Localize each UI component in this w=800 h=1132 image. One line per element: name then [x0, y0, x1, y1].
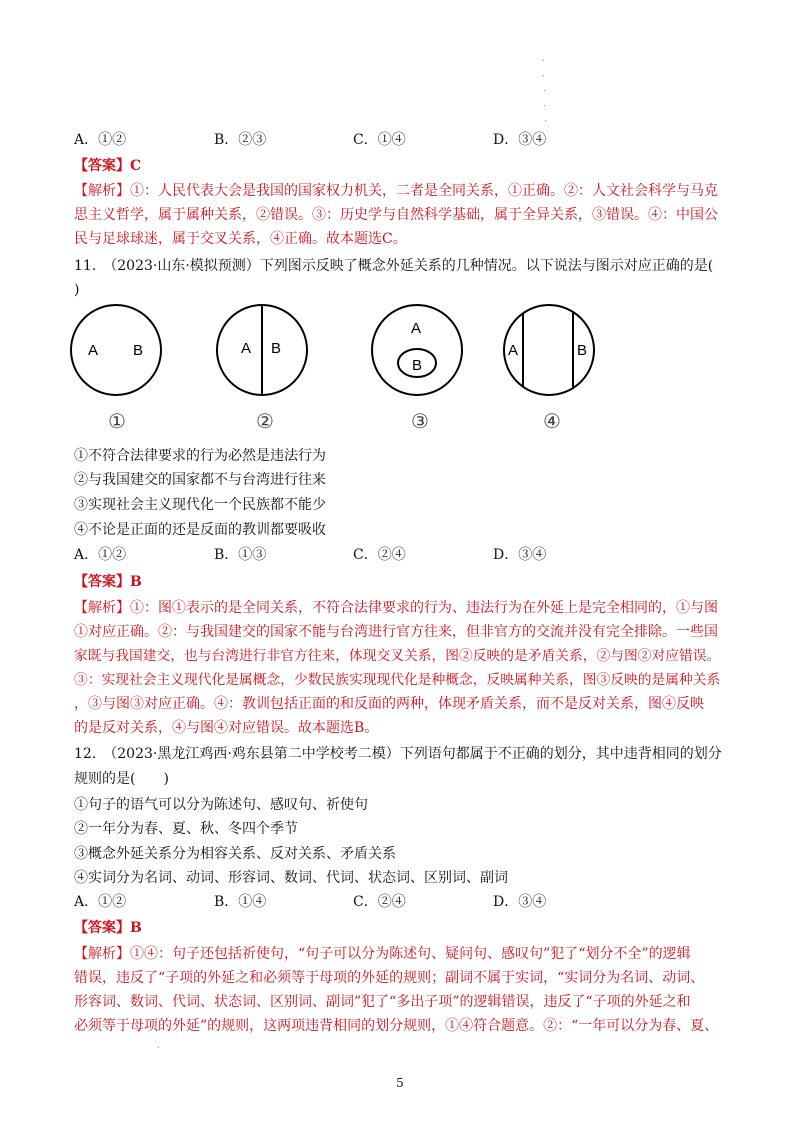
option-b: B．①④	[214, 894, 267, 910]
q11-analysis-line: 家既与我国建交，也与台湾进行非官方往来，体现交叉关系，图②反映的是矛盾关系，②与图②对应错误。	[74, 648, 721, 664]
q11-item: ①不符合法律要求的行为必然是违法行为	[74, 448, 326, 464]
q12-item: ②一年分为春、夏、秋、冬四个季节	[74, 821, 298, 837]
q12-analysis-line: 错误，违反了“子项的外延之和必须等于母项的外延的规则；副词不属于实词，“实词分为名词、动词、	[74, 970, 705, 986]
diagram3-label-b: B	[412, 357, 423, 374]
diagram1-caption: ①	[108, 411, 126, 433]
diagram2-label-a: A	[241, 340, 252, 357]
diagram2-caption: ②	[256, 411, 274, 433]
q12-stem-cont: 规则的是( )	[74, 771, 169, 787]
q10-answer: 【答案】C	[74, 158, 142, 174]
q11-item: ③实现社会主义现代化一个民族都不能少	[74, 497, 326, 513]
diagram4-caption: ④	[543, 411, 561, 433]
q12-analysis-line: 【解析】①④：句子还包括祈使句，“句子可以分为陈述句、疑问句、感叹句”犯了“划分不全”的逻辑	[74, 946, 691, 962]
diagram4-label-a: A	[508, 342, 519, 359]
scan-dot	[543, 75, 544, 76]
q11-analysis-line: 【解析】①：图①表示的是全同关系，不符合法律要求的行为、违法行为在外延上是完全相同的，①与图	[74, 600, 718, 616]
page-number: 5	[396, 1076, 404, 1090]
option-c: C．①④	[353, 132, 406, 148]
q11-diagrams	[60, 300, 620, 435]
option-c: C．②④	[353, 547, 406, 563]
q11-answer: 【答案】B	[74, 574, 142, 590]
q10-analysis-line: 民与足球球迷，属于交叉关系，④正确。故本题选C。	[74, 231, 407, 247]
diagram4-label-b: B	[577, 342, 588, 359]
q11-analysis-line: ①对应正确。②：与我国建交的国家不能与台湾进行官方往来，但非官方的交流并没有完全排除。一些国	[74, 624, 718, 640]
scan-dot	[545, 120, 546, 121]
scan-dot	[543, 60, 544, 61]
diagram1-circle	[71, 305, 161, 395]
option-b: B．②③	[214, 132, 267, 148]
q12-answer: 【答案】B	[74, 920, 142, 936]
option-d: D．③④	[493, 894, 547, 910]
q11-stem: 11. （2023·山东·模拟预测）下列图示反映了概念外延关系的几种情况。以下说法与图示对应正确的是(	[74, 258, 714, 274]
option-c: C．②④	[353, 894, 406, 910]
q11-analysis-line: 的是反对关系，④与图④对应错误。故本题选B。	[74, 720, 379, 736]
scan-dot	[544, 90, 545, 91]
q12-analysis-line: 必须等于母项的外延”的规则，这两项违背相同的划分规则，①④符合题意。②：“一年可以分为春、夏、	[74, 1018, 719, 1034]
option-d: D．③④	[493, 132, 547, 148]
option-a: A．①②	[74, 894, 127, 910]
q11-item: ④不论是正面的还是反面的教训都要吸收	[74, 522, 326, 538]
q12-item: ①句子的语气可以分为陈述句、感叹句、祈使句	[74, 797, 368, 813]
option-a: A．①②	[74, 547, 127, 563]
q11-analysis-line: ，③与图③对应正确。④：教训包括正面的和反面的两种，体现矛盾关系，而不是反对关系，图④反映	[74, 696, 704, 712]
diagram3-caption: ③	[411, 411, 429, 433]
q12-analysis-line: 形容词、数词、代词、状态词、区别词、副词”犯了“多出子项”的逻辑错误，违反了“子项的外延之和	[74, 994, 691, 1010]
scan-dot	[158, 1047, 159, 1048]
diagram2-label-b: B	[271, 340, 282, 357]
q10-options	[74, 131, 634, 149]
scan-dot	[544, 105, 545, 106]
q10-analysis-line: 思主义哲学，属于属种关系，②错误。③：历史学与自然科学基础，属于全异关系，③错误。④：中国公	[74, 207, 718, 223]
q11-analysis-line: ③：实现社会主义现代化是属概念，少数民族实现现代化是种概念，反映属种关系，图③反映的是属种关系	[74, 672, 721, 688]
q12-options	[74, 893, 634, 911]
q12-item: ③概念外延关系分为相容关系、反对关系、矛盾关系	[74, 846, 396, 862]
diagram3-label-a: A	[411, 320, 422, 337]
venn-diagrams	[60, 300, 620, 435]
q12-stem: 12. （2023·黑龙江鸡西·鸡东县第二中学校考二模）下列语句都属于不正确的划分，其中违背相同的划分	[74, 746, 722, 762]
option-d: D．③④	[493, 547, 547, 563]
option-a: A．①②	[74, 132, 127, 148]
q12-item: ④实词分为名词、动词、形容词、数词、代词、状态词、区别词、副词	[74, 870, 508, 886]
diagram1-label-a: A	[88, 342, 99, 359]
diagram1-label-b: B	[133, 342, 144, 359]
q11-item: ②与我国建交的国家都不与台湾进行往来	[74, 472, 326, 488]
q11-options	[74, 546, 634, 564]
option-b: B．①③	[214, 547, 267, 563]
q10-analysis-line: 【解析】①：人民代表大会是我国的国家权力机关，二者是全同关系，①正确。②：人文社会科学与马克	[74, 183, 718, 199]
q11-stem-cont: )	[74, 282, 80, 298]
